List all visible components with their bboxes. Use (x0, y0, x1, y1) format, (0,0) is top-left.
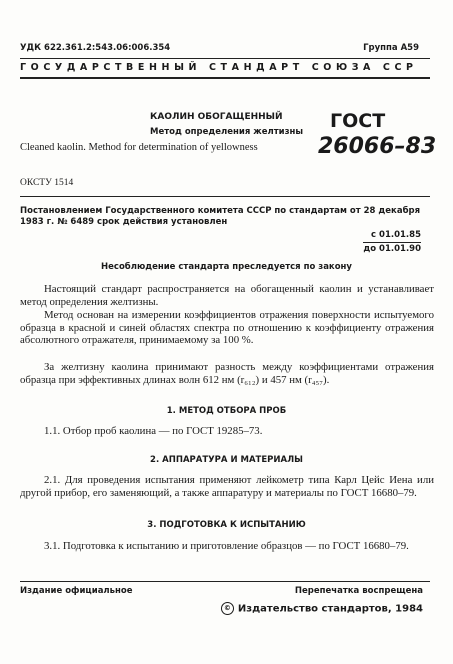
footer-rule (20, 581, 430, 582)
decree-text: Постановлением Государственного комитета СССР по стандартам от 28 декабря 1983 г. № 6489 срок действия установлен (20, 206, 421, 227)
product-name-ru: КАОЛИН ОБОГАЩЕННЫЙ (150, 112, 283, 122)
udk-code: УДК 622.361.2:543.06:006.354 (20, 43, 171, 53)
intro-paragraph-1: Настоящий стандарт распространяется на обогащенный каолин и устанавливает метод определения желтизны. (20, 283, 434, 308)
date-from: с 01.01.85 (371, 230, 421, 240)
reprint-notice: Перепечатка воспрещена (294, 586, 423, 596)
section-text-2: 2.1. Для проведения испытания применяют лейкометр типа Карл Цейс Иена или другой прибор, его заменяющий, а также аппаратуру и материалы по ГОСТ 16680–79. (20, 474, 434, 499)
copyright-text: Издательство стандартов, 1984 (237, 603, 423, 615)
standard-title: ГОСУДАРСТВЕННЫЙ СТАНДАРТ СОЮЗА ССР (20, 62, 418, 73)
section-text-3: 3.1. Подготовка к испытанию и приготовление образцов — по ГОСТ 16680–79. (44, 540, 409, 552)
title-rule (20, 77, 430, 79)
gost-number: 26066–83 (318, 134, 437, 159)
intro-paragraph-3: За желтизну каолина принимают разность между коэффициентами отражения образца при эффективных длинах волн 612 нм (r₆₁₂) и 457 нм (r₄₅₇). (20, 361, 434, 386)
top-rule (20, 58, 430, 59)
product-name-en: Cleaned kaolin. Method for determination of yellowness (20, 142, 258, 153)
copyright-line (221, 602, 423, 615)
gost-label: ГОСТ (330, 110, 386, 132)
intro-paragraph-2: Метод основан на измерении коэффициентов отражения поверхности испытуемого образца в красной и синей областях спектра по отношению к коэффициенту отражения абсолютного отражателя, принимаемому за 100 %. (20, 309, 434, 347)
group-code: Группа А59 (363, 43, 419, 53)
section-text-1: 1.1. Отбор проб каолина — по ГОСТ 19285–73. (44, 425, 263, 437)
okstu-code: ОКСТУ 1514 (20, 178, 74, 188)
section-heading-2: 2. АППАРАТУРА И МАТЕРИАЛЫ (150, 455, 303, 465)
section-heading-3: 3. ПОДГОТОВКА К ИСПЫТАНИЮ (147, 520, 306, 530)
edition-label: Издание официальное (20, 586, 133, 596)
method-name-ru: Метод определения желтизны (150, 127, 304, 137)
date-to: до 01.01.90 (363, 244, 421, 254)
legal-warning: Несоблюдение стандарта преследуется по закону (101, 262, 352, 272)
copyright-icon: © (221, 602, 234, 615)
section-heading-1: 1. МЕТОД ОТБОРА ПРОБ (166, 406, 287, 416)
okstu-rule (20, 196, 430, 197)
